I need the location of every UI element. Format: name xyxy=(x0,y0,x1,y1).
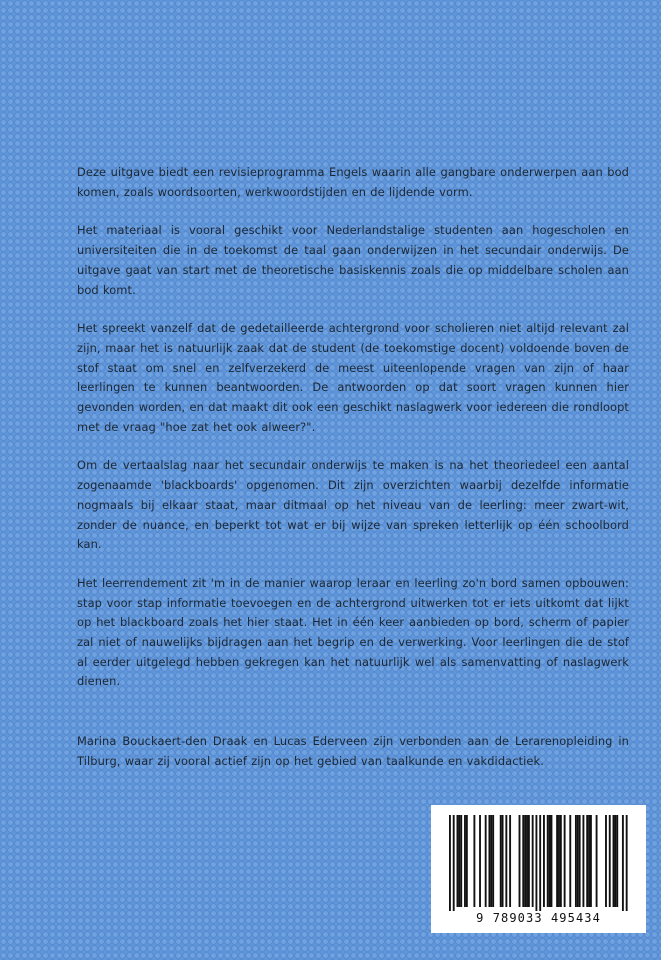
barcode-bar xyxy=(519,815,521,907)
barcode-bar xyxy=(575,815,577,907)
blurb-paragraph-4: Om de vertaalslag naar het secundair onderwijs te maken is na het theoriedeel een aantal zogenaamde 'blackboards' opgenomen. Dit zijn overzichten waarbij dezelfde informatie nogmaals bij elkaar staat, maar ditmaal op het niveau van de leerling: meer zwart-wit, zonder de nuance, en beperkt tot wat er bij wijze van spreken letterlijk op één schoolbord kan. xyxy=(77,458,629,552)
barcode-bar xyxy=(485,815,487,907)
barcode-bar xyxy=(551,815,553,907)
barcode-bar xyxy=(582,815,584,907)
barcode-bar xyxy=(524,815,526,907)
isbn-number: 9 789033 495434 xyxy=(476,911,601,925)
barcode-bar xyxy=(502,815,504,907)
blurb-paragraph-1: Deze uitgave biedt een revisieprogramma Engels waarin alle gangbare onderwerpen aan bod komen, zoals woordsoorten, werkwoordstijden en de lijdende vorm. xyxy=(77,165,629,199)
isbn-barcode xyxy=(431,805,646,933)
barcode-bar xyxy=(457,815,459,907)
barcode-bar xyxy=(488,815,490,907)
barcode-bar xyxy=(473,815,475,907)
barcode-bar xyxy=(464,815,466,907)
authors-text: Marina Bouckaert-den Draak en Lucas Ederveen zijn verbonden aan de Lerarenopleiding in Tilburg, waar zij vooral actief zijn op het gebied van taalkunde en vakdidactiek. xyxy=(77,734,629,768)
barcode-bar xyxy=(577,815,579,907)
barcode-bar xyxy=(560,815,562,907)
barcode-bar xyxy=(539,815,541,911)
barcode-bar xyxy=(543,815,545,907)
barcode-bar xyxy=(509,815,511,907)
barcode-bar xyxy=(616,815,618,907)
barcode-bar xyxy=(558,815,560,907)
barcode-bar xyxy=(614,815,616,907)
barcode-bar xyxy=(500,815,502,907)
barcode-bar xyxy=(596,815,598,907)
barcode-bar xyxy=(613,815,615,907)
authors-note xyxy=(77,732,629,771)
barcode-bar xyxy=(490,815,492,907)
barcode-bar xyxy=(564,815,566,907)
barcode-bar xyxy=(549,815,551,907)
barcode-bar xyxy=(547,815,549,907)
barcode-bar xyxy=(492,815,494,907)
barcode-bar xyxy=(556,815,558,907)
barcode-bar xyxy=(535,815,537,911)
blurb-text xyxy=(77,163,629,711)
blurb-paragraph-2: Het materiaal is vooral geschikt voor Nederlandstalige studenten aan hogescholen en universiteiten die in de toekomst de taal gaan onderwijzen in het secundair onderwijs. De uitgave gaat van start met de theoretische basiskennis zoals die op middelbare scholen aan bod komt. xyxy=(77,223,629,297)
barcode-bar xyxy=(479,815,481,907)
barcode-bar xyxy=(532,815,534,907)
barcode-bar xyxy=(579,815,581,907)
barcode-bar xyxy=(449,815,451,911)
barcode-bar xyxy=(466,815,468,907)
blurb-paragraph-5: Het leerrendement zit 'm in de manier waarop leraar en leerling zo'n bord samen opbouwen: stap voor stap informatie toevoegen en de achtergrond uitwerken tot er iets uitkomt dat lijkt op het blackboard zoals het hier staat. Het in één keer aanbieden op bord, scherm of papier zal niet of nauwelijks bijdragen aan het begrip en de verwerking. Voor leerlingen die de stof al eerder uitgelegd hebben gekregen kan het natuurlijk wel als samenvatting of naslagwerk dienen. xyxy=(77,575,629,689)
barcode-bar xyxy=(458,815,460,907)
barcode-bar xyxy=(622,815,624,911)
barcode-bar xyxy=(590,815,592,907)
barcode-bar xyxy=(609,815,611,907)
barcode-bar xyxy=(460,815,462,907)
barcode-bar xyxy=(526,815,528,907)
barcode-bar xyxy=(586,815,588,907)
barcode-bar xyxy=(569,815,571,907)
barcode-bar xyxy=(605,815,607,907)
barcode-bar xyxy=(505,815,507,907)
barcode-bar xyxy=(588,815,590,907)
barcode-bar xyxy=(453,815,455,911)
blurb-paragraph-3: Het spreekt vanzelf dat de gedetailleerde achtergrond voor scholieren niet altijd relevant zal zijn, maar het is natuurlijk zaak dat de student (de toekomstige docent) voldoende boven de stof staat om snel en zelfverzekerd de meest uiteenlopende vragen van zijn of haar leerlingen te kunnen beantwoorden. De antwoorden op dat soort vragen kunnen hier gevonden worden, en dat maakt dit ook een geschikt naslagwerk voor iedereen die rondloopt met de vraag "hoe zat het ook alweer?". xyxy=(77,321,629,434)
barcode-bar xyxy=(528,815,530,907)
barcode-bar xyxy=(522,815,524,907)
barcode-bar xyxy=(626,815,628,911)
